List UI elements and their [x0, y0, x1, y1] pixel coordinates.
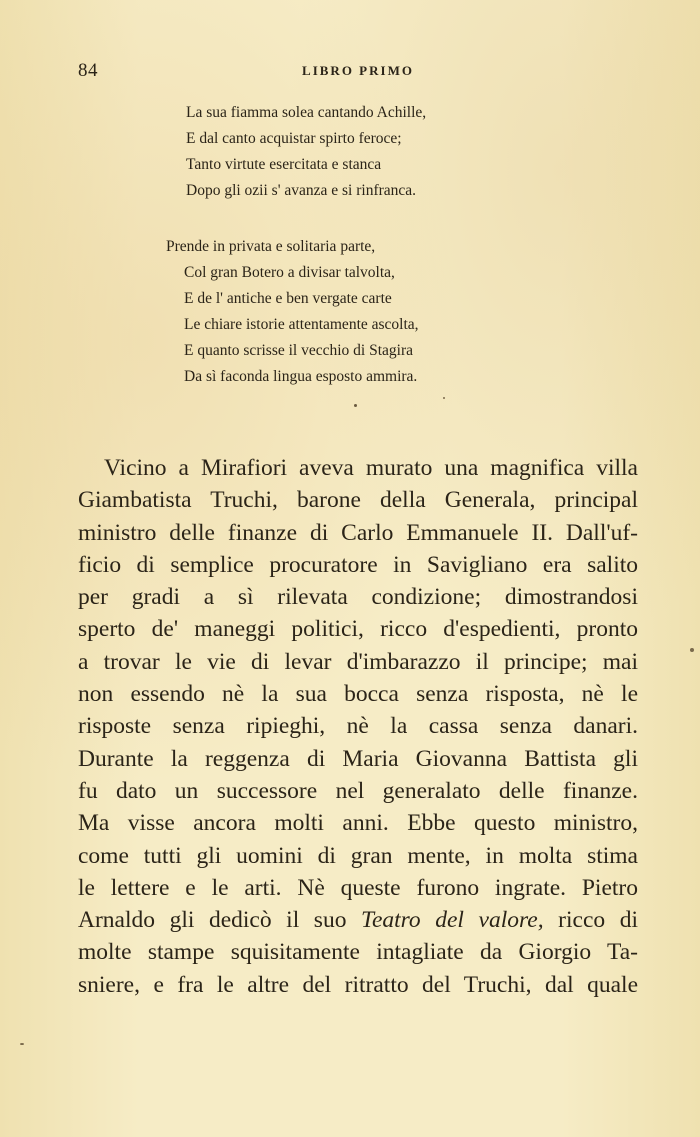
page-header: [78, 60, 638, 86]
verse-line: E de l' antiche e ben vergate carte: [184, 290, 392, 307]
prose-line: molte stampe squisitamente intagliate da Giorgio Ta-: [78, 939, 638, 966]
verse-line: La sua fiamma solea cantando Achille,: [186, 104, 427, 121]
prose-line: Durante la reggenza di Maria Giovanna Battista gli: [78, 745, 638, 772]
prose-line: fu dato un successore nel generalato delle finanze.: [78, 777, 638, 804]
prose-line: risposte senza ripieghi, nè la cassa senza danari.: [78, 713, 638, 740]
prose-line: non essendo nè la sua bocca senza risposta, nè le: [78, 681, 638, 708]
prose-line: sniere, e fra le altre del ritratto del Truchi, dal quale: [78, 971, 638, 998]
prose-line-with-title: [78, 904, 638, 936]
running-title: LIBRO PRIMO: [302, 63, 414, 78]
verse-line: Le chiare istorie attentamente ascolta,: [184, 316, 419, 333]
verse-line: E dal canto acquistar spirto feroce;: [186, 130, 402, 147]
prose-line: le lettere e le arti. Nè queste furono ingrate. Pietro: [78, 874, 638, 901]
prose-text: ricco di: [543, 907, 638, 934]
prose-line: come tutti gli uomini di gran mente, in molta stima: [78, 842, 638, 869]
separator-dot: [354, 404, 357, 407]
verse-stanza-2: [166, 234, 419, 390]
prose-line: sperto de' maneggi politici, ricco d'espedienti, pronto: [78, 616, 638, 643]
prose-paragraph: [78, 452, 638, 1001]
page-number: 84: [78, 60, 98, 81]
prose-text: Arnaldo gli dedicò il suo: [78, 907, 362, 934]
verse-line: Col gran Botero a divisar talvolta,: [184, 264, 395, 281]
verse-line: E quanto scrisse il vecchio di Stagira: [184, 342, 413, 359]
prose-line: Giambatista Truchi, barone della Generala, principal: [78, 487, 638, 514]
paper-speck: [690, 648, 694, 652]
paper-speck: [20, 1043, 24, 1045]
prose-line: ministro delle finanze di Carlo Emmanuele II. Dall'uf-: [78, 519, 638, 546]
verse-line: Da sì faconda lingua esposto ammira.: [184, 368, 418, 385]
work-title: Teatro del valore,: [361, 907, 544, 934]
prose-line: Vicino a Mirafiori aveva murato una magnifica villa: [104, 455, 638, 481]
prose-line: a trovar le vie di levar d'imbarazzo il principe; mai: [78, 648, 638, 675]
prose-line: ficio di semplice procuratore in Savigliano era salito: [78, 551, 638, 578]
verse-line: Prende in privata e solitaria parte,: [166, 238, 376, 255]
verse-line: Dopo gli ozii s' avanza e si rinfranca.: [186, 182, 417, 199]
verse-stanza-1: [186, 100, 426, 204]
verse-line: Tanto virtute esercitata e stanca: [186, 156, 382, 173]
paper-speck: [443, 397, 445, 399]
prose-line: Ma visse ancora molti anni. Ebbe questo ministro,: [78, 810, 638, 837]
prose-line: per gradi a sì rilevata condizione; dimostrandosi: [78, 584, 638, 611]
